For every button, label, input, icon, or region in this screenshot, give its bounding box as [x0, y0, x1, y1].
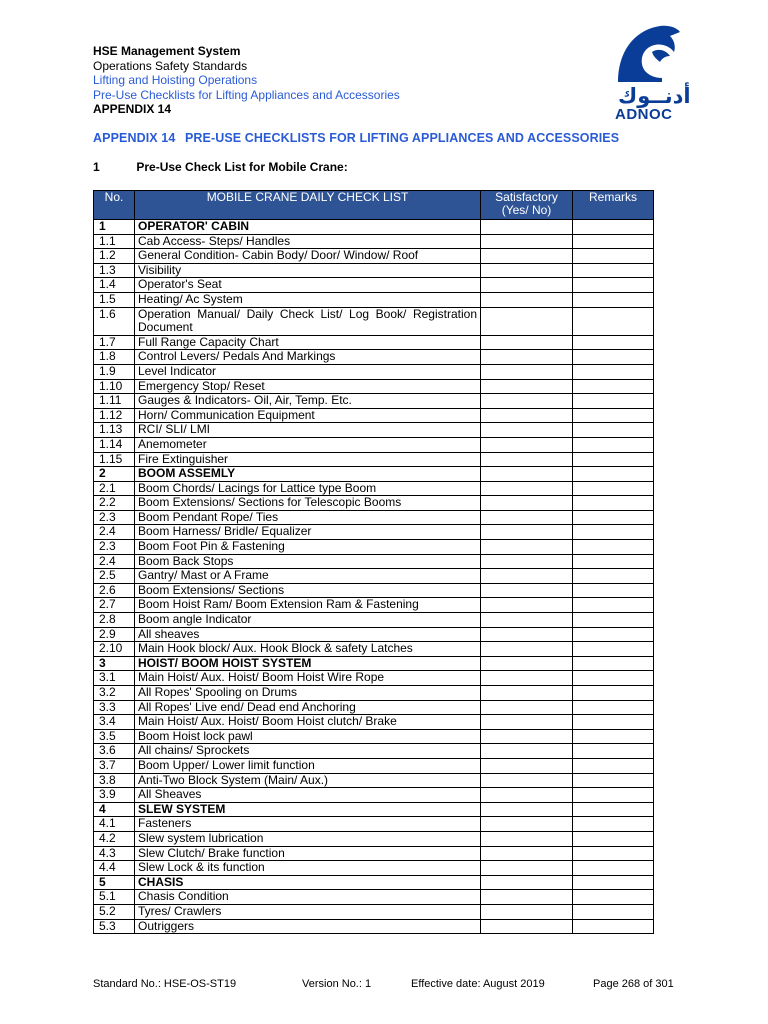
row-item: All sheaves	[135, 627, 481, 642]
satisfactory-cell[interactable]	[481, 394, 573, 409]
row-number: 2.3	[94, 540, 135, 555]
row-number: 1.1	[94, 234, 135, 249]
row-number: 2.6	[94, 583, 135, 598]
table-row	[94, 481, 654, 496]
table-row	[94, 773, 654, 788]
row-item: Fasteners	[135, 817, 481, 832]
row-number: 3.6	[94, 744, 135, 759]
remarks-cell[interactable]	[573, 437, 654, 452]
remarks-cell[interactable]	[573, 278, 654, 293]
satisfactory-cell[interactable]	[481, 583, 573, 598]
section-number: 1	[93, 160, 100, 174]
checklist-table	[93, 190, 654, 934]
row-item: Fire Extinguisher	[135, 452, 481, 467]
row-item: All chains/ Sprockets	[135, 744, 481, 759]
table-row	[94, 744, 654, 759]
row-number: 5.1	[94, 890, 135, 905]
row-number: 1.13	[94, 423, 135, 438]
row-item: Boom angle Indicator	[135, 613, 481, 628]
table-row	[94, 350, 654, 365]
remarks-cell[interactable]	[573, 904, 654, 919]
section-title: Pre-Use Check List for Mobile Crane:	[136, 160, 348, 174]
row-number: 2	[94, 467, 135, 482]
row-number: 1.5	[94, 292, 135, 307]
table-row	[94, 686, 654, 701]
remarks-cell[interactable]	[573, 423, 654, 438]
table-row	[94, 569, 654, 584]
table-row	[94, 671, 654, 686]
row-item: Boom Hoist Ram/ Boom Extension Ram & Fastening	[135, 598, 481, 613]
row-item: Gauges & Indicators- Oil, Air, Temp. Etc.	[135, 394, 481, 409]
category-row	[94, 802, 654, 817]
table-row	[94, 278, 654, 293]
row-item: Boom Extensions/ Sections	[135, 583, 481, 598]
table-row	[94, 846, 654, 861]
remarks-cell[interactable]	[573, 758, 654, 773]
row-number: 2.7	[94, 598, 135, 613]
row-number: 1.15	[94, 452, 135, 467]
row-item: Cab Access- Steps/ Handles	[135, 234, 481, 249]
row-item: Emergency Stop/ Reset	[135, 379, 481, 394]
satisfactory-cell[interactable]	[481, 569, 573, 584]
remarks-cell[interactable]	[573, 890, 654, 905]
satisfactory-cell[interactable]	[481, 249, 573, 264]
footer-page-number: Page 268 of 301	[593, 978, 674, 990]
satisfactory-cell[interactable]	[481, 525, 573, 540]
table-row	[94, 613, 654, 628]
logo-arabic-text: أدنــوك	[618, 84, 691, 108]
row-item: All Ropes' Spooling on Drums	[135, 686, 481, 701]
table-row	[94, 307, 654, 335]
row-number: 1.7	[94, 335, 135, 350]
remarks-cell[interactable]	[573, 686, 654, 701]
satisfactory-cell[interactable]	[481, 919, 573, 934]
row-number: 1.12	[94, 408, 135, 423]
row-item: CHASIS	[135, 875, 481, 890]
row-item: Boom Extensions/ Sections for Telescopic Booms	[135, 496, 481, 511]
remarks-cell[interactable]	[573, 627, 654, 642]
satisfactory-cell[interactable]	[481, 554, 573, 569]
row-number: 5.2	[94, 904, 135, 919]
row-number: 4.1	[94, 817, 135, 832]
row-number: 1	[94, 220, 135, 235]
row-number: 2.10	[94, 642, 135, 657]
row-number: 4	[94, 802, 135, 817]
row-item: Heating/ Ac System	[135, 292, 481, 307]
appendix-title-lead: APPENDIX 14	[93, 131, 176, 145]
table-row	[94, 758, 654, 773]
row-number: 1.14	[94, 437, 135, 452]
table-row	[94, 817, 654, 832]
col-header-title: MOBILE CRANE DAILY CHECK LIST	[135, 191, 481, 220]
satisfactory-cell[interactable]	[481, 496, 573, 511]
table-row	[94, 364, 654, 379]
remarks-cell[interactable]	[573, 861, 654, 876]
remarks-cell[interactable]	[573, 656, 654, 671]
satisfactory-cell[interactable]	[481, 335, 573, 350]
row-number: 4.4	[94, 861, 135, 876]
remarks-cell[interactable]	[573, 773, 654, 788]
table-row	[94, 263, 654, 278]
remarks-cell[interactable]	[573, 249, 654, 264]
satisfactory-cell[interactable]	[481, 700, 573, 715]
row-item: All Sheaves	[135, 788, 481, 803]
row-item: Full Range Capacity Chart	[135, 335, 481, 350]
row-number: 2.3	[94, 510, 135, 525]
remarks-cell[interactable]	[573, 394, 654, 409]
remarks-cell[interactable]	[573, 335, 654, 350]
satisfactory-cell[interactable]	[481, 598, 573, 613]
row-number: 4.3	[94, 846, 135, 861]
header-appendix: APPENDIX 14	[93, 102, 172, 116]
remarks-cell[interactable]	[573, 642, 654, 657]
row-number: 1.11	[94, 394, 135, 409]
table-row	[94, 437, 654, 452]
row-item: Visibility	[135, 263, 481, 278]
row-item: Boom Harness/ Bridle/ Equalizer	[135, 525, 481, 540]
logo-latin-text: ADNOC	[615, 106, 673, 123]
row-item: Boom Pendant Rope/ Ties	[135, 510, 481, 525]
table-row	[94, 904, 654, 919]
satisfactory-cell[interactable]	[481, 788, 573, 803]
row-number: 2.9	[94, 627, 135, 642]
row-number: 3	[94, 656, 135, 671]
row-item: Boom Hoist lock pawl	[135, 729, 481, 744]
satisfactory-cell[interactable]	[481, 437, 573, 452]
satisfactory-cell[interactable]	[481, 846, 573, 861]
row-item: Outriggers	[135, 919, 481, 934]
satisfactory-cell[interactable]	[481, 758, 573, 773]
row-number: 3.9	[94, 788, 135, 803]
remarks-cell[interactable]	[573, 846, 654, 861]
remarks-cell[interactable]	[573, 554, 654, 569]
row-number: 3.5	[94, 729, 135, 744]
satisfactory-cell[interactable]	[481, 408, 573, 423]
row-item: All Ropes' Live end/ Dead end Anchoring	[135, 700, 481, 715]
row-item: Boom Back Stops	[135, 554, 481, 569]
remarks-cell[interactable]	[573, 729, 654, 744]
appendix-title	[93, 131, 619, 145]
table-row	[94, 379, 654, 394]
table-row	[94, 335, 654, 350]
remarks-cell[interactable]	[573, 802, 654, 817]
document-header	[93, 44, 400, 117]
remarks-cell[interactable]	[573, 875, 654, 890]
satisfactory-cell[interactable]	[481, 773, 573, 788]
satisfactory-cell[interactable]	[481, 744, 573, 759]
satisfactory-cell[interactable]	[481, 729, 573, 744]
remarks-cell[interactable]	[573, 234, 654, 249]
satisfactory-cell[interactable]	[481, 656, 573, 671]
remarks-cell[interactable]	[573, 350, 654, 365]
row-item: Tyres/ Crawlers	[135, 904, 481, 919]
remarks-cell[interactable]	[573, 540, 654, 555]
header-topic: Lifting and Hoisting Operations	[93, 73, 258, 87]
remarks-cell[interactable]	[573, 364, 654, 379]
remarks-cell[interactable]	[573, 307, 654, 335]
row-number: 3.4	[94, 715, 135, 730]
remarks-cell[interactable]	[573, 744, 654, 759]
row-item: RCI/ SLI/ LMI	[135, 423, 481, 438]
table-row	[94, 496, 654, 511]
table-row	[94, 540, 654, 555]
remarks-cell[interactable]	[573, 700, 654, 715]
satisfactory-cell[interactable]	[481, 642, 573, 657]
satisfactory-cell[interactable]	[481, 234, 573, 249]
row-number: 1.6	[94, 307, 135, 335]
col-header-satisfactory: Satisfactory (Yes/ No)	[481, 191, 573, 220]
remarks-cell[interactable]	[573, 613, 654, 628]
table-row	[94, 525, 654, 540]
satisfactory-cell[interactable]	[481, 875, 573, 890]
table-header-row	[94, 191, 654, 220]
row-number: 2.2	[94, 496, 135, 511]
table-row	[94, 234, 654, 249]
satisfactory-cell[interactable]	[481, 540, 573, 555]
table-row	[94, 598, 654, 613]
remarks-cell[interactable]	[573, 817, 654, 832]
row-item: Operation Manual/ Daily Check List/ Log Book/ Registration Document	[135, 307, 481, 335]
row-number: 3.2	[94, 686, 135, 701]
row-item: Boom Upper/ Lower limit function	[135, 758, 481, 773]
remarks-cell[interactable]	[573, 263, 654, 278]
table-row	[94, 919, 654, 934]
satisfactory-cell[interactable]	[481, 715, 573, 730]
row-item: Chasis Condition	[135, 890, 481, 905]
row-number: 3.1	[94, 671, 135, 686]
remarks-cell[interactable]	[573, 408, 654, 423]
satisfactory-cell[interactable]	[481, 379, 573, 394]
remarks-cell[interactable]	[573, 525, 654, 540]
remarks-cell[interactable]	[573, 788, 654, 803]
remarks-cell[interactable]	[573, 481, 654, 496]
satisfactory-cell[interactable]	[481, 220, 573, 235]
table-row	[94, 627, 654, 642]
remarks-cell[interactable]	[573, 831, 654, 846]
table-row	[94, 292, 654, 307]
satisfactory-cell[interactable]	[481, 904, 573, 919]
satisfactory-cell[interactable]	[481, 627, 573, 642]
row-number: 2.4	[94, 554, 135, 569]
row-item: Main Hook block/ Aux. Hook Block & safety Latches	[135, 642, 481, 657]
remarks-cell[interactable]	[573, 496, 654, 511]
row-number: 2.8	[94, 613, 135, 628]
table-row	[94, 583, 654, 598]
footer-standard: Standard No.: HSE-OS-ST19	[93, 978, 237, 990]
satisfactory-cell[interactable]	[481, 350, 573, 365]
row-item: SLEW SYSTEM	[135, 802, 481, 817]
row-number: 3.3	[94, 700, 135, 715]
satisfactory-cell[interactable]	[481, 831, 573, 846]
table-row	[94, 729, 654, 744]
satisfactory-cell[interactable]	[481, 817, 573, 832]
satisfactory-cell[interactable]	[481, 802, 573, 817]
remarks-cell[interactable]	[573, 715, 654, 730]
row-item: OPERATOR' CABIN	[135, 220, 481, 235]
row-number: 5.3	[94, 919, 135, 934]
row-item: Slew system lubrication	[135, 831, 481, 846]
col-header-no: No.	[94, 191, 135, 220]
satisfactory-cell[interactable]	[481, 671, 573, 686]
remarks-cell[interactable]	[573, 583, 654, 598]
row-number: 1.10	[94, 379, 135, 394]
row-item: Anemometer	[135, 437, 481, 452]
satisfactory-cell[interactable]	[481, 467, 573, 482]
table-row	[94, 423, 654, 438]
satisfactory-cell[interactable]	[481, 278, 573, 293]
category-row	[94, 467, 654, 482]
satisfactory-cell[interactable]	[481, 364, 573, 379]
remarks-cell[interactable]	[573, 220, 654, 235]
satisfactory-cell[interactable]	[481, 890, 573, 905]
remarks-cell[interactable]	[573, 569, 654, 584]
table-row	[94, 715, 654, 730]
category-row	[94, 220, 654, 235]
row-number: 1.2	[94, 249, 135, 264]
row-item: Main Hoist/ Aux. Hoist/ Boom Hoist Wire Rope	[135, 671, 481, 686]
row-item: Main Hoist/ Aux. Hoist/ Boom Hoist clutch/ Brake	[135, 715, 481, 730]
row-number: 1.9	[94, 364, 135, 379]
row-item: Slew Clutch/ Brake function	[135, 846, 481, 861]
category-row	[94, 656, 654, 671]
appendix-title-text: PRE-USE CHECKLISTS FOR LIFTING APPLIANCES AND ACCESSORIES	[184, 131, 620, 145]
header-system: HSE Management System	[93, 44, 241, 58]
row-number: 2.1	[94, 481, 135, 496]
satisfactory-cell[interactable]	[481, 861, 573, 876]
satisfactory-cell[interactable]	[481, 263, 573, 278]
satisfactory-cell[interactable]	[481, 510, 573, 525]
row-number: 5	[94, 875, 135, 890]
table-row	[94, 394, 654, 409]
remarks-cell[interactable]	[573, 467, 654, 482]
remarks-cell[interactable]	[573, 598, 654, 613]
satisfactory-cell[interactable]	[481, 452, 573, 467]
satisfactory-cell[interactable]	[481, 307, 573, 335]
satisfactory-cell[interactable]	[481, 481, 573, 496]
row-number: 2.5	[94, 569, 135, 584]
satisfactory-cell[interactable]	[481, 686, 573, 701]
adnoc-logo	[612, 22, 691, 123]
row-number: 1.8	[94, 350, 135, 365]
remarks-cell[interactable]	[573, 452, 654, 467]
remarks-cell[interactable]	[573, 510, 654, 525]
row-item: Operator's Seat	[135, 278, 481, 293]
header-subtopic: Pre-Use Checklists for Lifting Appliances and Accessories	[93, 87, 400, 102]
row-number: 4.2	[94, 831, 135, 846]
row-item: Level Indicator	[135, 364, 481, 379]
header-standards: Operations Safety Standards	[93, 58, 248, 73]
footer-version: Version No.: 1	[302, 978, 372, 990]
remarks-cell[interactable]	[573, 292, 654, 307]
row-item: Slew Lock & its function	[135, 861, 481, 876]
footer-effective-date: Effective date: August 2019	[411, 978, 545, 990]
row-item: Gantry/ Mast or A Frame	[135, 569, 481, 584]
row-item: HOIST/ BOOM HOIST SYSTEM	[135, 656, 481, 671]
table-row	[94, 788, 654, 803]
table-row	[94, 642, 654, 657]
satisfactory-cell[interactable]	[481, 292, 573, 307]
table-row	[94, 452, 654, 467]
category-row	[94, 875, 654, 890]
table-row	[94, 861, 654, 876]
satisfactory-cell[interactable]	[481, 423, 573, 438]
table-row	[94, 700, 654, 715]
row-number: 3.8	[94, 773, 135, 788]
satisfactory-cell[interactable]	[481, 613, 573, 628]
row-item: Boom Chords/ Lacings for Lattice type Boom	[135, 481, 481, 496]
table-row	[94, 554, 654, 569]
row-number: 3.7	[94, 758, 135, 773]
table-row	[94, 831, 654, 846]
remarks-cell[interactable]	[573, 379, 654, 394]
remarks-cell[interactable]	[573, 671, 654, 686]
row-item: Boom Foot Pin & Fastening	[135, 540, 481, 555]
row-item: BOOM ASSEMLY	[135, 467, 481, 482]
row-item: Horn/ Communication Equipment	[135, 408, 481, 423]
row-number: 1.3	[94, 263, 135, 278]
remarks-cell[interactable]	[573, 919, 654, 934]
adnoc-falcon-icon	[612, 22, 682, 84]
row-item: General Condition- Cabin Body/ Door/ Window/ Roof	[135, 249, 481, 264]
table-row	[94, 408, 654, 423]
row-item: Anti-Two Block System (Main/ Aux.)	[135, 773, 481, 788]
table-row	[94, 249, 654, 264]
table-body	[94, 220, 654, 934]
row-item: Control Levers/ Pedals And Markings	[135, 350, 481, 365]
table-row	[94, 510, 654, 525]
row-number: 1.4	[94, 278, 135, 293]
col-header-remarks: Remarks	[573, 191, 654, 220]
table-row	[94, 890, 654, 905]
section-heading	[93, 160, 348, 174]
row-number: 2.4	[94, 525, 135, 540]
